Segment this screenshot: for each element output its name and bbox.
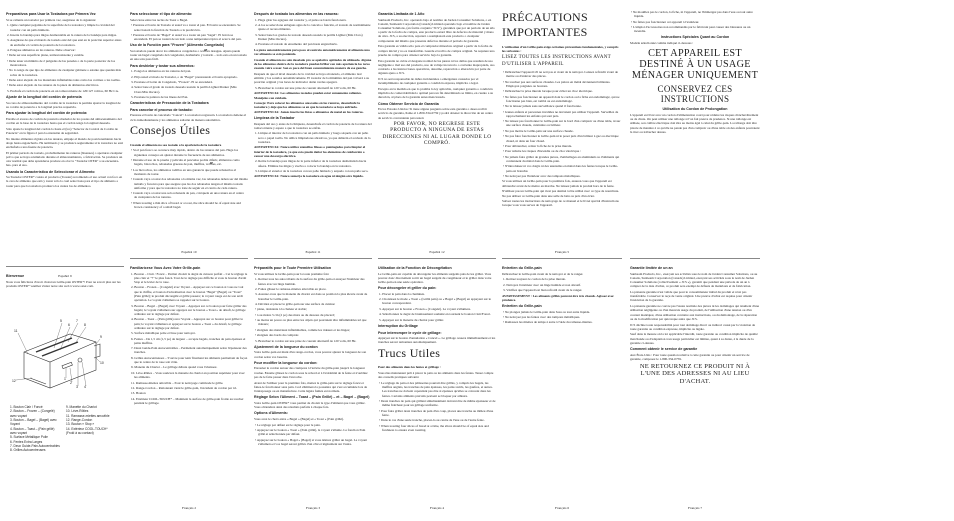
step-text: 3. Assurez-vous que la manette du chariot est dans sa position la plus élevée avant de brancher le Grille-pain. xyxy=(255,292,368,301)
heading-warranty-service-fr: Comment obtenir le service de garantie xyxy=(630,347,698,352)
step-text: 5. Branchez le cordon sur une prise de courant alternatif de 120 volts, 60 Hz. xyxy=(255,338,357,343)
body-text: Modèle sélectionné comme indiqué ci-dessous : xyxy=(630,41,694,46)
body-text: Si vous utilisez un Grille-pain pour la première fois, assurez-vous que l'appareil est débranché avant de le mettre en marche. Ne laissez jamais le produit hors de la fente. xyxy=(502,179,615,188)
bullet-text: • L'emploi d'accessoires non recommandés par le fabricant peut causer des blessures ou un incendie. xyxy=(631,25,751,34)
body-text: Después de que el nivel deseado de la cavidad se haya alcanzado, el alimento leal emitido y los sonidos automáticamente. El tostador de la minimiza del pan volverá a su posición original y las luces de indicador darán verdes apagará. xyxy=(254,71,370,85)
heading-care: Entretien du Grille-pain xyxy=(502,266,542,270)
heading-important-precautions: PRÉCAUTIONS IMPORTANTES xyxy=(502,10,588,40)
bullet-text: • Le réglage du pain et des pâtisseries pourrait être grillés, y compris les bagels, les muffins anglais, les tranches de pain épaisses, les pains swirls, les gaufres, et autres. Les tranches ne doivent cependant pas être si épaisses qu'elles se coincent dans les fentes. Certains aliments précuits peuvent se bloquer par ailleurs. xyxy=(379,381,493,398)
body-text: Appuyez sur le bouton d'annulation « Cancel ». Le grillage cessera immédiatement et les tranches seront remontées automatiquement. xyxy=(378,336,496,345)
callout-number: 12 xyxy=(12,379,16,383)
bullet-text: • Dans le cas d'une seule tranche, placez-la au centre de l'une ou de l'autre fente. xyxy=(379,418,485,423)
bullet-text: • Debe estar alejado de los materiales inflamables tales como las cortinas o las toallas. xyxy=(7,78,121,83)
list-item: 3. Bouton – Bagel – (Bagel) avec Voyant – Appuyez sur ce bouton pour faire griller des bagels; le voyant s'allumera sur appuyez sur le bouton « Toast » de désaft, le grillage ordinaire sur le réglage par défaut. xyxy=(131,303,247,316)
list-item: 14. Extérieur COOL-TOUCH* – Maintient la surface de grille-pain froide au toucher pendant le grillage. xyxy=(131,396,244,405)
step-text: 3. Appuyez sur le bouton « Frozen » (Congelé). Le voyant s'allumera. xyxy=(379,306,471,311)
page-number: Français 7 xyxy=(687,505,703,510)
body-text: Su Tostador OSTER* consta el producto (Toaster) recomiendo el uso actual con foco en la cara de alimento que está y tostar sólo lo cual selecciona para el tipo de alimento a tostar para que la tostadora produzca los cuales los de alimentos. xyxy=(6,175,123,188)
body-text: Sólo ajuste la longitud del cordón lo hasta el (los) "Selector de Control de Cordón de Potencia" en la figura 2 para la extensión de seguridad. xyxy=(6,126,118,135)
callout-number: 10 xyxy=(100,361,104,365)
step-text: 4. Póngase alimentos en las ranuras. Debe observar: xyxy=(7,47,76,52)
callout-number: 4 xyxy=(84,385,86,389)
legend-item: 11. Ramasse-miettes amovible xyxy=(66,413,110,418)
bullet-text: • éloignée des bords du comptoir. xyxy=(255,333,300,338)
body-text: Excepto en la medida en que lo prohíba la ley aplicable, cualquier garantía o condición implícita de comerciabilidad o aptitud para un fin determinado se limita, en cuanto a su duración, al plazo de la garantía antes mencionada. xyxy=(378,86,494,100)
bullet-text: • Appuyez sur le bouton « Bagel » (Bagel) si vous désirez griller un bagel. Le voyant s'allumera et vos bagel seront grillés d'un côté et légèrement sur l'autre. xyxy=(255,437,368,446)
page-number: Français 6 xyxy=(554,505,570,510)
bullet-text: • Ne laissez pas fonctionner le Grille-pain sur le bord d'un comptoir ou d'une table, ni sur une surface chaude, cuisinière ou brûleur. xyxy=(503,119,621,128)
bullet-text: • Ne touchez pas aux surfaces chaudes. Les pièces en métal deviennent brûlantes. Employez poignées ou boutons. xyxy=(503,79,611,88)
body-text: Votre Grille-pain est muni d'un range-cordon, vous pouvez ajuster la longueur de son cordon selon vos besoins. xyxy=(254,350,367,359)
bullet-text: • Ne nettoyez pas les fentes avec des tampons métalliques. xyxy=(503,314,581,319)
step-text: 3. Seleccione los grados de tostado deseado usando la perilla Lighter (Más Claro) Darker (Más Oscuro). xyxy=(255,32,363,41)
step-text: 4. Presione el tostado de ensamento del pan hasta engancharlo. xyxy=(255,42,338,47)
step-text: 3. Limpie el exterior de la tostadora con un paño húmedo y séquelo con un paño seco. xyxy=(255,169,369,174)
body-text: JCS décline toute responsabilité pour tout dommage direct ou indirect causé par la violation de toute garantie ou condition expresse, implicite ou légale. xyxy=(630,322,756,331)
bullet-text: • au moins un pouce ou plus entre les objets qui pourraient être inflammables tel que rideaux; xyxy=(255,318,367,327)
legend-item: 5. Surface Métallique Polie xyxy=(10,435,48,440)
heading-useful-tips-fr: Trucs Utiles xyxy=(378,346,441,361)
body-text: N'utilisez pas un Grille-pain qui n'est pas destiné à être utilisé avec ce type de nourriture. Ne pas utiliser ce Grille-pain dans une salle de bain ou près d'un évier. xyxy=(502,189,620,198)
warning-text: Consejo: Para colocar los alimentos atascados en las ranuras, desenchufe la tostadora y deje que los alimentos se en que la tostadora se haya enfriado. ADVERTENCIA: Jamás inserte las listas o alimentos de metal en las ranuras. xyxy=(254,101,364,114)
callout-number: 8 xyxy=(84,323,86,327)
step-text: 4. Sélectionnez le degré de brunissement souhaité en tournant le bouton Clair/Foncé. xyxy=(379,312,491,317)
page-french-3 xyxy=(254,264,372,510)
warning-text: Pour des aliments dans les fentes et grillage : xyxy=(378,365,441,370)
step-text: 1. Retirez toujours le cordon de la prise murale. xyxy=(503,277,566,282)
step-text: 1. Ponga los alimentos en las ranuras del pan. xyxy=(131,69,192,74)
legend-item: 8. Grilles Autocentreuses xyxy=(10,448,46,453)
list-item: 10. Lève-Rôties – Vous soulevez la manette du chariot en position supérieur pour avec les aliments. xyxy=(131,370,245,380)
legend-item: 10. Lève-Rôties xyxy=(66,409,89,414)
legend-item: (Froid à au contact) xyxy=(66,430,94,435)
list-item: 5. Surface métallique polie et lisse pour nettoyer. xyxy=(131,331,196,336)
household-use-notice: CET APPAREIL EST DESTINÉ À UN USAGE MÉNAGER UNIQUEMENT xyxy=(631,48,759,81)
warning-text: Cuando el alimento no sea tostado a la apariencia de la tostadora xyxy=(130,142,222,147)
bullet-text: • Ne mouillez pas le cordon, la fiche, ni l'appareil, ne l'immergez pas dans l'eau ou tout autre liquide. xyxy=(631,10,753,19)
bullet-text: • When toasting a thin slice of bread or a toast, the slice should be of equal size and brown consistency of a small bagel. xyxy=(131,200,241,210)
list-item: 8. Grilles Autocentreuses – S'ouvre pour tenir fixement les aliments permettant de façon que le centre de la roue soit rôtie. xyxy=(131,355,248,365)
bullet-text: • Jeunes enfants et personnes invalides ne devraient pas utiliser l'appareil. Surveillez de rapprochement les enfants qui sont près. xyxy=(503,109,619,118)
page-french-7 xyxy=(630,264,760,510)
page-number: Français 4 xyxy=(429,505,445,510)
step-text: 3. Asegúrese de que el mando de tostado esté del que esté en la posición superior antes de enchufar el cordón de potencia de la tostadora. xyxy=(7,38,122,47)
legend-item: 14. Extérieur COOL-TOUCH* xyxy=(66,426,108,431)
heading-after-toast: Después de tostado los alimentos en las ranuras: xyxy=(254,12,339,16)
heading-first-use: Preparativos para Usar la Tostadora por Primera Vez xyxy=(6,12,96,16)
bullet-text: • Debe estar alejado de las ranuras de la pieza de alimentos eléctricos. xyxy=(7,83,100,88)
step-text: 2. Faites glisser le ramasse-miettes amovible en place. xyxy=(255,286,327,291)
bullet-text: • Cuando vaya a tostar una sola rebanada de pan, colóquela en una ranura en el centro de cualquiera de las ranuras. xyxy=(131,191,245,200)
page-french-5 xyxy=(502,10,622,254)
return-warning: POR FAVOR, NO REGRESE ESTE PRODUCTO A NINGUNA DE ESTAS DIRECCIONES NI AL LUGAR DONDE LO COMPRÓ. xyxy=(382,121,492,146)
callout-number: 6 xyxy=(68,323,70,327)
dial-knob xyxy=(78,358,82,362)
body-text: Vous êtes maintenant prêt à placer le pain ou les aliments dans les fentes. Tenez compte des conseils pratiques suivants: xyxy=(378,371,494,380)
step-text: 3. Presione el botón de Congelado, "Frozen". El se encenderá. xyxy=(131,80,213,85)
bullet-text: • Los bizcochos, los alimentos rodillos en una ganancia que puede rebanarlos al momento de tostar. xyxy=(131,167,237,176)
bullet-text: • Appuyez sur le bouton « Toast » (Pain grillé), le voyant s'allume. La fonction Pain grillé et sélectionnée par défaut. xyxy=(255,428,366,437)
body-text: Débranchez le Grille-pain avant de le nettoyer et de le ranger. xyxy=(502,271,584,276)
page-divider xyxy=(130,258,248,259)
step-text: 1. Limpie el interior de la tostadora con un paño húmedo y luego séquela con un paño seco o papel toalla. No utilice limpiadores abrasivos, ya que dañarán el acabado de la tostadora. xyxy=(255,131,371,144)
page-french-4 xyxy=(378,264,496,510)
heading-cancel: Para cancelar el proceso de tostado: xyxy=(130,107,193,112)
body-text: Sunbeam Products, Inc., exerçant ses activités sous le nom de Jarden Consumer Solutions, ou au Canada, Sunbeam Corporation (Canada) Limited, exerçant ses activités sous le nom de Jarden Consumer Solutions (collectivement « JCS »), garantit que pendant une période de un an à compter de la date d'achat, ce produit sera exempt de défauts de matériaux et de fabrication. xyxy=(630,271,758,289)
warning-text: ADVERTENCIA: Nunca utilice utensilios filosos o puntiagudos para limpiar el interior de la tostadora, ya que esto puede dañar los elementos de calefacción o causar una descarga eléctrica. xyxy=(254,145,366,158)
bullet-text: • Ne jamais faire griller de grandes pièces, d'emballages en aluminium ou d'aliments qui contiennent du métal dans le Grille-pain. xyxy=(503,154,620,163)
bullet-text: • Ne faites pas fonctionner un appareil dont le cordon ou la fiche est endommagé, qui ne fonctionne pas bien, est tombé ou est endommagé. xyxy=(503,94,620,103)
intro-text: Si se calienta un tostador por primera vez, asegúrese de lo siguiente: xyxy=(6,17,97,22)
heading-useful-tips: Consejos Útiles xyxy=(130,123,211,138)
bullet-text: • Débranchez la prise murale lorsque pour éviter un choc électrique. xyxy=(503,89,593,94)
bread-slot xyxy=(42,342,78,356)
body-text: Si vous utilisez le Grille-pain pour la toute première fois: xyxy=(254,271,330,276)
heading-warranty: Garantía Limitada de 1 Año xyxy=(378,12,425,16)
body-text: Suivez toutes les instructions de nettoyage de ce manuel et le livret spécial d'instructions lorsque vous vous servez de l'appareil. xyxy=(502,199,619,208)
bullet-text: • Ne pas mettre le Grille-pain sur une surface chaude. xyxy=(503,128,574,133)
step-text: 1. Haga girar las agaguas del tostador y, al pulsa su botón funcionará. xyxy=(255,17,347,22)
bullet-text: • Si el pan fresco se oscurece muy rápido, dentro de las ranuras del pan. Haga los siguientes consejos en ajustar durante la frecuencia de sus alimentos. xyxy=(131,148,238,157)
warning-text: ADVERTENCIA: Los alimentos tostados pueden estar sumamente calientes. Manéjelos con cuidado. xyxy=(254,91,362,100)
read-all-instructions: LISEZ TOUTES LES INSTRUCTIONS AVANT D'UTILISER L'APPAREIL xyxy=(502,55,611,67)
body-text: En los Estados Unidos: Si tiene alguna pregunta sobre esta garantía o desea recibir servicio de garantía, llame al 1-800-334-0759 y podrá obtener la dirección de un centro de servicio conveniente para usted. xyxy=(378,107,494,120)
page-number: Français 5 xyxy=(554,249,570,254)
body-text: Su cono de almacenamiento del cordón de la tostadora le permite ajustar la longitud de su cordón de potencia a la longitud precisa requerida. xyxy=(6,100,121,109)
step-text: 5. Presione la palanca de las líneas del Pan. xyxy=(131,95,189,100)
page-divider xyxy=(378,258,496,259)
page-number: Español 9 xyxy=(58,273,72,278)
page-divider xyxy=(630,258,760,259)
bullet-text: • Ne le laissez jamais sans surveillance quand il fonctionne. xyxy=(503,104,582,109)
page-spanish-11 xyxy=(254,10,372,254)
heading-food-setting: Réglage Selon l'Aliment – Toast – (Pain Grillé) – et – Bagel – (Bagel) xyxy=(254,395,370,400)
heading-familiarize: Familiarícese Vous Avec Votre Grille-pain xyxy=(130,266,201,270)
legend-item: 1. Bouton Clair / Foncé xyxy=(10,405,43,409)
heading-precaution: Características de Precaución de la Tostadora xyxy=(130,101,209,106)
body-text: Vous avez le choix entre « Bagel » (Bagel) et « Toast » (Pain grillé). xyxy=(254,416,344,421)
list-item: 4. Bouton – Toast – (Pain grillé) avec Voyant – Appuyez sur ce bouton pour griller le pain; le voyant s'allumera et appuyez sur le bouton « Toast » du désaft, le grillage ordinaire sur le réglage par défaut. xyxy=(131,317,243,330)
body-text: Le Grille-pain est capable de décongeler les aliments surgelés puis de les griller. Vous pouvez donc directement sortir un bagel surgelé du congélateur et le griller dans votre Grille-pain en une seule opération. xyxy=(378,271,492,285)
legend-item: 6. Fentes Extra Larges xyxy=(10,439,43,444)
callout-number: 11 xyxy=(14,329,18,333)
body-text: Avant de l'utiliser pour la première fois, mettez le grille-pain sur le réglage foncé et faites-le fonctionner sans pain. Ceci éliminera la poussière qui s'est accumulée lors de l'entreposage ou en manufacture. Cette légère fumée est normale. xyxy=(254,380,368,394)
heading-frozen: Uso de la Función para "Frozen" (Alimento Congelado) xyxy=(130,43,225,48)
bullet-text: • Debe tener un mínimo de 2 pulgadas de las paredes o de la parte posterior de los mostradores. xyxy=(7,58,115,67)
bullet-text: • Deux tranches de pain qui grillent simultanément doivent être de même épaisseur et de même fraîcheur pour un grillage uniforme. xyxy=(379,399,496,408)
page-divider xyxy=(6,266,124,267)
step-text: 4. Dévidez et placez le grille-pain sur une surface de cuisine: xyxy=(255,301,336,306)
bullet-text: • Débranchez l'appareil s'il ne sert pas et avant de le nettoyer. Laissez refroidir avant de mettre ou d'enlever des pièces. xyxy=(503,69,618,79)
body-text: Presione el botón de cancelado "Cancel". La tostadora regresará. La tostadora detiene el ciclo inmediatamente y los alimentos saltarán de manera automática. xyxy=(130,113,247,122)
keep-instructions: CONSERVEZ CES INSTRUCTIONS xyxy=(657,84,733,104)
step-text: 2. Inserte la bandeja para migas desmontable en la ranura de la bandeja para migas. xyxy=(7,32,117,37)
step-text: 2. A los se seleccione enlaguas agua de lo cancela o función, el tostado de normalmente ajuste el reconocimiento. xyxy=(255,23,371,32)
legend-item: 4. Bouton – Toast – (Pain grillé) avec voyant xyxy=(10,426,55,435)
bullet-text: • Ne nettoyez pas l'intérieur avec des tampons métalliques. xyxy=(503,173,581,178)
legend-item: 9. Manette du Chariot xyxy=(66,405,97,409)
bullet-text: • Pour réduire les risques d'incendie ou de choc électrique : xyxy=(503,149,581,154)
step-text: 5. Branchez le cordon sur une prise de courant alternatif de 120 volts, 60 Hz. xyxy=(255,85,357,90)
warning-text: Cuando el alimento no sale dasalado pro se apelativo aptitudes de ultimado. Alguna de los alimentos dentro de la tostadora puedan brillar con más apariencia los toros cuando vaire a usar. Son es poca del buen consumimiento manera de ese gancho. xyxy=(254,57,372,71)
control-panel xyxy=(62,362,72,368)
body-text: Esta garantía es válida sólo para el comprador minorista original a partir de la fecha de compra inicial y no es transferible. Guarde el recibo de compra original. Se requiere una prueba de compra para obtener servicio bajo la garantía. xyxy=(378,44,495,57)
callout-number: 5 xyxy=(60,319,62,323)
heading-care-2: Entretien du Grille-pain xyxy=(502,303,542,308)
warning-text: AVERTISSEMENT : Les aliments grillés peuvent être très chauds. Agissez avec prudence. xyxy=(502,293,614,302)
body-text: Votre Grille-pain OSTER* vous permet de choisir le type d'aliment que vous grillez. Vous obtiendrez ainsi des résultats parfaits à chaque fois. xyxy=(254,400,366,410)
legend-item: 2. Bouton – Frozen – (Congelé) avec voyant xyxy=(10,409,55,418)
callout-number: 1 xyxy=(64,377,66,381)
bullet-text: • plane, résistante à la chaleur et stable; xyxy=(255,307,307,312)
bullet-text: • éloignée des matériaux inflammables, comme les rideaux et les linges; xyxy=(255,327,350,332)
list-item: 7. Deux Guide-Pain Autocentrables – Permettent automatiquement selon l'épaisseur des tranches. xyxy=(131,346,247,355)
bullet-text: • à au moins 5 cm (2 po) des murs ou du dessous du placard; xyxy=(255,312,335,317)
bullet-text: • Durante el uso de la prueba y película el pan/salsa podría diferir, alimentos como bagels, bizcochos, rebanadas gruesas de pan, muffins, waﬄes, etc. xyxy=(131,158,240,167)
list-item: 2. Bouton – Frozen – (Congelé) avec Voyant – Appuyez sur ce bouton si vous ne voit que le chiffre, et bouton d'actualisation avec le bouton "Bagel" (Bagel) ou "Toast" (Pain grillé); le produit décongélé et grillé passera; le voyant rouge est de son arrêt opération. Le voyant s'allumera se rappeler sur le bouton. xyxy=(131,285,244,303)
bullet-text: • Cuando vaya a tostar dos rebanadas a la misma vez, las rebanadas deben ser del mismo tamaño y frescura para que asegure que las dos rebanadas tengan el mismo tostado uniforme y para que la tostadora no trate de seguir en el centro de cada ranura. xyxy=(131,177,248,190)
legend-item: 13. Bouton « Stop » xyxy=(66,422,95,427)
body-text: L'appareil est livré avec un cordon d'alimentation court pour réduire les risques d'enchevêtrement ou de chute. On peut utiliser une rallonge si l'on fait preuve de prudence. Si une rallonge est utilisée, son calibre électrique doit être au moins égal à celui du grille-pain. La rallonge doit être placée de manière à ce qu'elle ne pende pas d'un comptoir ou d'une table où des enfants pourraient la tirer ou trébucher dessus. xyxy=(630,112,760,134)
body-text: Su tostadora puede dorar los alimentos congelados o waﬄes desagua. Ajusta puede tostar un bagel congelado del congelador, deshielarlo y tostarlo – todo esto en un tostado en una sola pasa fácil. xyxy=(130,48,247,62)
heading-defrost-steps: Pour décongeler et griller du pain: xyxy=(378,286,437,291)
heading-welcome: Bienvenue xyxy=(6,274,25,278)
heading-cord-adjust: Para ajustar la longitud del cordón de potencia: xyxy=(6,111,88,116)
return-warning-fr: NE RETOURNEZ CE PRODUIT NI À L'UNE DES ADRESSES NI AU LIEU D'ACHAT. xyxy=(639,362,751,385)
legend-item: 3. Bouton – Bagel – (Bagel) avec Voyant xyxy=(10,417,57,427)
page-number: Español 12 xyxy=(429,249,445,254)
body-text: El primer período de tostado, probablemente las ranuras (bisenses) o aperturas cualquier polvo que se haya acumulado durante el almacenamiento, o fabricación. Se produzca un olor normal que debe aprenderse produce en olor la "Tostador OTER" a su encuentra- has- para el uso. xyxy=(6,150,123,168)
callout-number: 7 xyxy=(76,319,78,323)
callout-number: 3 xyxy=(76,385,78,389)
body-text: Aux États-Unis : Pour toute question relative à cette garantie ou pour obtenir un service de garantie, composez le 1-800-334-0759. xyxy=(630,352,750,361)
heading-cleaning: Limpieza de la Tostador xyxy=(254,115,295,120)
page-spanish-10 xyxy=(130,10,248,254)
warning-text: La pieza automáticamente para poco al controlo automáticamente al alimento una vez alimento se está poniendo. xyxy=(254,47,370,56)
bullet-text: • Ramassez les miettes de temps à autre à l'aide du ramasse-miettes. xyxy=(503,320,593,325)
page-divider xyxy=(254,258,372,259)
callout-number: 9 xyxy=(100,335,102,339)
page-number: Français 3 xyxy=(305,505,321,510)
bullet-text: • Ne faites pas fonctionner cet appareil à l'extérieur. xyxy=(631,19,700,24)
body-text: Sauf dans la mesure où la loi applicable l'interdit, toute garantie ou condition implicite de qualité marchande ou d'adaptation à un usage particulier est limitée, quant à sa durée, à la durée de la garantie ci-dessus. xyxy=(630,332,758,345)
body-text: Esta garantía no cubre el desgaste normal de las piezas ni los daños que resulten de uso negligente o mal uso del producto, uso de voltaje incorrecto o corriente inapropiada, uso contrario a las instrucciones operativas, desarme, reparación o alteración por parte de alguien ajeno a JCS. xyxy=(378,58,495,76)
heading-food-type: Para seleccionar el tipo de alimento: xyxy=(130,12,193,16)
bullet-text: • Presione el botón de "Bagel" si usted va a tostar un pan "bagel". El botón se encenderá. El pan se tostará de un lado a una temperatura típica al acerca del pan. xyxy=(131,32,242,42)
list-item: 11. Ramasse-miettes amovible – Pour le nettoyage commode le grille. xyxy=(131,380,224,385)
list-item: 9. Manette du Chariot – Le grillage débute quand vous l'abaissez. xyxy=(131,365,218,370)
bullet-text: • Le réglage par défaut est le réglage pour le pain. xyxy=(255,422,321,427)
lever xyxy=(94,344,100,358)
heading-cord: Ajuste de la longitud del cordón de potencia xyxy=(6,95,82,100)
body-text: Después del uso y antes de la limpieza, desenchufe el cordón de potencia de la ranura del tomacorriente y espere a que la tostadora se enfríe. xyxy=(254,121,372,130)
heading-interrupt: Interruption du Grillage xyxy=(378,323,418,328)
page-number: Español 10 xyxy=(181,249,197,254)
heading-defrost-fr: Utilisation de la Fonction de Décongélation xyxy=(378,266,452,270)
heading-cord-instructions: Instructions Spéciales Quant au Cordon xyxy=(660,35,730,40)
body-text: No intente alimentos rígidos en las ranuras, empuje el mando de posicionamiento hacia abajo hasta engancharlo. Ha terminado y se produzca seguramente si la tostadora no está enchufada a una fuente de potencia. xyxy=(6,136,123,149)
body-text: Enrolle el exceso de cordón de potencia alrededor de los postes del almacenamiento del cordón en la base de la tostadora hasta que el cordón tenga la longitud deseada. xyxy=(6,116,122,125)
bullet-text: • Pour débrancher, retirer la fiche de la prise murale. xyxy=(503,143,573,148)
step-text: 1. Placez le pain dans la cheminée. xyxy=(379,291,425,296)
bullet-text: • Ne pas faire fonctionner le Grille-pain ni le poser près d'un brûleur à gaz ou électrique chaud, ni dans un four chaud. xyxy=(503,134,619,143)
legend-item: 7. Deux Guide-Pain Autocentrables xyxy=(10,443,60,448)
heading-warranty-fr: Garantie limitée de un an xyxy=(630,266,673,270)
step-text: 2. Elija usted el modo de Tostador, o de "Bagel" presionando el botón apropiado. xyxy=(131,74,238,79)
page-french-5b xyxy=(630,10,760,254)
heading-cord-modify: Pour modifier la longueur du cordon: xyxy=(254,360,318,365)
warning-text: L'utilisation d'un Grille-pain exige certaines précautions fondamentales, y compris les suivantes : xyxy=(502,44,619,53)
page-french-6 xyxy=(502,264,622,510)
page-number: Español 11 xyxy=(305,249,321,254)
page-spanish-12 xyxy=(378,10,496,254)
heading-first-use-fr: Préparatifs pour le Toute Première Utilisation xyxy=(254,266,332,270)
heading-cord-fr: Ajustement de la longueur du cordon xyxy=(254,344,318,349)
heading-food-select: Usando la Característica de Seleccionar el Alimento xyxy=(6,169,95,174)
step-text: 2. Retire la bandeja para migas de la parte inferior de la tostadora deslizándola hacia afuera. Elimine las migas y vuelva a colocar la bandeja en la tostadora. xyxy=(255,159,367,168)
bullet-text: • Debe ser una superficie plana, termorresistente y estable. xyxy=(7,53,85,58)
page-number: Français 2 xyxy=(181,505,197,510)
bullet-text: • Pour faire griller deux tranches de pain d'un coup, placez une tranche au milieu d'une fente. xyxy=(379,408,494,417)
step-text: 5. Appuyez sur la manette du chariot pour griller. xyxy=(379,317,444,322)
welcome-text: Nous vous félicitons d'avoir choisi un Grille-pain OSTER*! Pour ne savoir plus sur les produits OSTER* veuillez visiter notre site web à www.oster.com. xyxy=(6,279,121,288)
step-text: 3. Vérifiez que l'appareil est bien refroidi avant de le ranger. xyxy=(503,288,583,293)
step-text: 5. Enchufe el cordón de potencia en un tomacorriente de 120/127 voltios, 60 Hz CA. xyxy=(7,88,119,93)
step-text: 2. Choisissez le mode « Toast » (Grillé pain) ou « Bagel » (Bagel) en appuyant sur le bouton correspondant. xyxy=(379,297,491,306)
bullet-text: • Presione el botón de Tostado si usted va a tostar el pan. El botón se encenderá. Se seleccionará la función de Tostado a la predicción. xyxy=(131,23,241,32)
heading-extension-cord: Utilisation du Cordon de Prolongation xyxy=(662,107,728,112)
step-text: 2. Nettoyez l'extérieur avec un linge humide et non abrasif. xyxy=(503,282,581,287)
heading-food-options: Options d'Aliments: xyxy=(254,411,288,416)
bullet-text: • Ne plongez jamais le Grille-pain dans l'eau ou tout autre liquide. xyxy=(503,309,591,314)
heading-defrost: Para deshielar y tostar sus alimentos: xyxy=(130,63,195,68)
body-text: La présente garantie n'est valide que pour le consommateur initial du produit et n'est pas transférable. Conserver le reçu de vente original. Une preuve d'achat est requise pour obtenir l'exécution de la garantie. xyxy=(630,289,753,303)
step-text: 1. Retirez tous les autocollants de la surface du grille-pain et essuyez l'intérieur des fentes avec un linge humide. xyxy=(255,277,365,286)
page-french-2 xyxy=(130,264,248,510)
list-item: 13. Bouton xyxy=(131,391,146,396)
warning-text: ADVERTENCIA: Nunca sumerja la tostadora en agua ni ningún otro líquido. xyxy=(254,174,364,179)
body-text: Sunbeam Products, Inc. operando bajo el nombre de Jarden Consumer Solutions, o en Canadá, Sunbeam Corporation (Canada) Limited operando bajo el nombre de Jarden Consumer Solutions, (en forma conjunta "JCS"), garantiza que por un período de un año a partir de la fecha de compra, este producto estará libre de defectos de material y mano de obra. JCS, a su elección, reparará o reemplazará este producto o cualquier componente del mismo que presente defectos durante el período de garantía. xyxy=(378,17,495,43)
toaster-top-edge xyxy=(24,342,96,362)
body-text: Seleccione entre las teclas de Toast o Bagel. xyxy=(130,17,189,22)
list-item: 12. Range-Cordon – Rationnant vient le grille-pain, l'excédent de cordon par ici. xyxy=(131,385,238,390)
list-item: 6. Fentes – De 1,5 cm (1,5 po) de largeur – accepte bagels, tranches de pain épaisses et pains muffins. xyxy=(131,336,246,345)
bullet-text: • When toasting four slices of bread at a time, the slices should be of equal size and freshness to ensure even toasting. xyxy=(379,423,489,432)
heading-warranty-service: Cómo Obtener Servicio de Garantía xyxy=(378,101,439,106)
list-item: 1. Bouton – Clair / Foncé – Permet choisir le degré de cuisson parfait – Cet le réglage le plus clair et "7" le plus foncé. Tout de le réglage pas difficile si vous le bouton d'arrêt Stop et le levier de la roue. xyxy=(131,271,248,285)
heading-interrupt-steps: Pour interrompre le cycle de grillage: xyxy=(378,330,442,335)
callout-number: 2 xyxy=(70,381,72,385)
page-french-1 xyxy=(6,272,124,512)
step-text: 1. Quite cualquier pegatina de la superficie de la tostadora y limpie la cavidad del tostador con un paño húmedo. xyxy=(7,23,115,32)
legend-item: 12. Range-Cordon xyxy=(66,417,93,422)
toaster-diagram xyxy=(10,312,106,390)
body-text: La présente garantie ne couvre pas l'usure normale des pièces ni les dommages qui résultent d'une utilisation négligente ou d'un mauvais usage du produit, de l'utilisation d'une tension ou d'un courant inadéquat, d'une utilisation contraire aux instructions, ou du démontage, de la réparation ou de la modification par quiconque autre que JCS. xyxy=(630,304,760,321)
page-divider xyxy=(502,258,622,259)
body-text: Enroulez le cordon autour des crampons à l'arrière du grille-pain jusqu'à la longueur voulue. Ensuite glissez le cordon sous le rebord et à l'extrémité de la fente et n'oubliez pas de le faire passer dans l'encoche. xyxy=(254,366,368,379)
bullet-text: • N'introduisez ni vos doigts ni des ustensiles en métal dans les fentes lorsque le Grille-pain est branché. xyxy=(503,164,619,173)
bullet-text: • No lo tenga de que tipo de alimentos de cualquier gabinete o estante que quedan más sobre de la tostadora. xyxy=(7,68,121,77)
step-text: 4. Seleccione el grado de tostado deseado usando la perilla Lighter/Darker (Más Claro/Más Oscuro). xyxy=(131,85,237,94)
body-text: JCS no será responsable de daños incidentales o emergentes causados por el incumplimiento de cualquier garantía o condición expresa, implícita o legal. xyxy=(378,76,479,86)
